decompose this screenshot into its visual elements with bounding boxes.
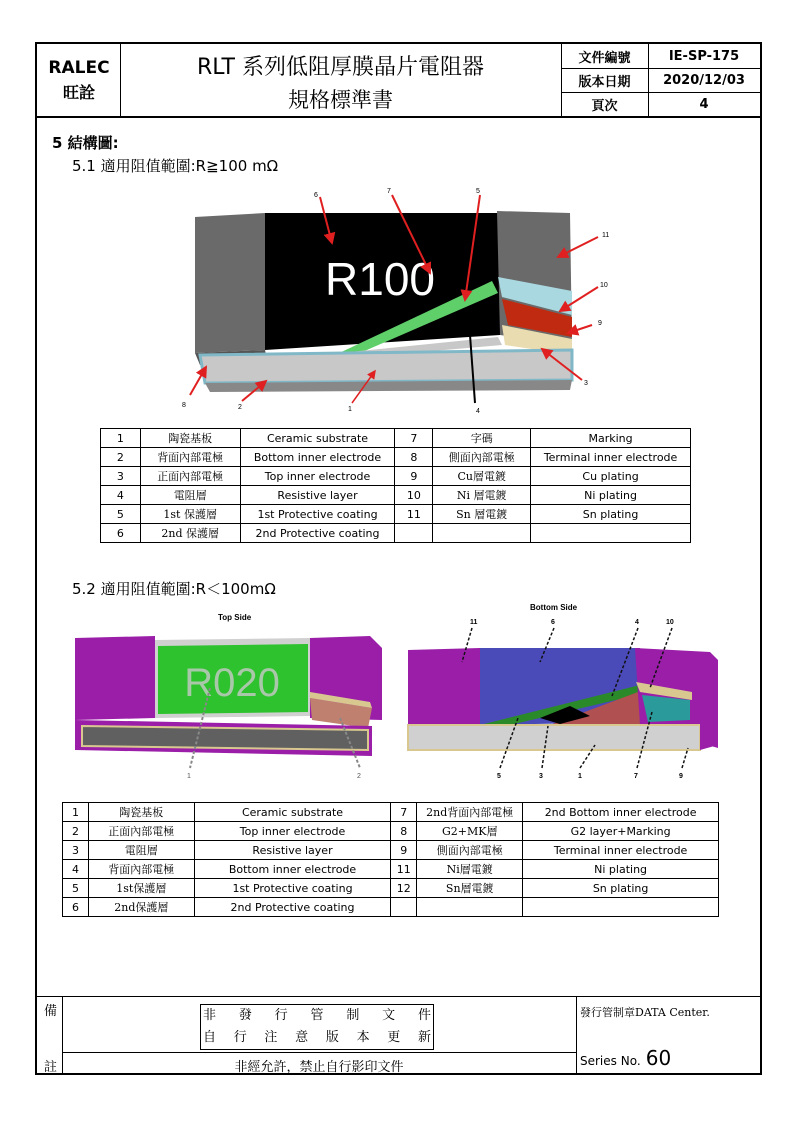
doc-no: IE-SP-175	[668, 48, 740, 64]
table-cell: 正面內部電極	[88, 822, 194, 841]
bottom-side-label: Bottom Side	[530, 603, 578, 612]
table-cell: Top inner electrode	[240, 467, 395, 486]
table-cell: 6	[101, 524, 141, 543]
document-subtitle: 規格標準書	[288, 88, 393, 112]
table-cell: 背面內部電極	[88, 860, 194, 879]
table-cell: 正面內部電極	[140, 467, 240, 486]
table-cell: 1st Protective coating	[240, 505, 395, 524]
table-row	[101, 486, 691, 505]
callout-7: 7	[387, 188, 391, 195]
table-cell: 側面內部電極	[433, 448, 531, 467]
version-date: 2020/12/03	[663, 72, 745, 88]
callout-4: 4	[635, 619, 639, 626]
callout-5: 5	[476, 188, 480, 195]
callout-9: 9	[679, 773, 683, 780]
table-cell: Terminal inner electrode	[523, 841, 719, 860]
table-cell: Ni plating	[523, 860, 719, 879]
header-bottom-rule	[37, 116, 760, 118]
table-cell: 10	[395, 486, 433, 505]
table-cell: 4	[101, 486, 141, 505]
remark-label-bottom: 註	[44, 1060, 58, 1075]
callout-2: 2	[357, 773, 361, 780]
callout-1: 1	[348, 406, 352, 413]
callout-1: 1	[187, 773, 191, 780]
page-number: 4	[699, 96, 709, 112]
callout-8: 8	[182, 402, 186, 409]
table-cell: Top inner electrode	[194, 822, 391, 841]
marking-text: R100	[325, 253, 435, 305]
table-cell: Cu plating	[531, 467, 691, 486]
table-cell: 側面內部電極	[417, 841, 523, 860]
table-cell: Resistive layer	[240, 486, 395, 505]
table-cell	[531, 524, 691, 543]
callout-10: 10	[600, 282, 608, 289]
table-cell: Sn 層電鍍	[433, 505, 531, 524]
table-cell: 電阻層	[140, 486, 240, 505]
issuer-stamp: 發行管制章DATA Center.	[580, 1006, 710, 1019]
table-cell	[433, 524, 531, 543]
callout-1: 1	[578, 773, 582, 780]
callout-6: 6	[314, 192, 318, 199]
section-title: 5 結構圖:	[52, 134, 119, 152]
company-name-zh: 旺詮	[62, 83, 95, 102]
table-cell: 背面內部電極	[140, 448, 240, 467]
table-row	[101, 448, 691, 467]
subsection-title-1: 5.1 適用阻值範圍:R≧100 mΩ	[72, 157, 279, 175]
table-cell: G2+MK層	[417, 822, 523, 841]
copy-notice: 非經允許，禁止自行影印文件	[234, 1060, 404, 1075]
table-cell: Marking	[531, 429, 691, 448]
table-cell: 2nd Protective coating	[240, 524, 395, 543]
table-cell: Bottom inner electrode	[240, 448, 395, 467]
callout-10: 10	[666, 619, 674, 626]
table-cell: 11	[391, 860, 417, 879]
page-label: 頁次	[591, 98, 618, 114]
table-row	[63, 879, 719, 898]
table-cell	[523, 898, 719, 917]
series-label: Series No.	[580, 1054, 641, 1068]
callout-2: 2	[238, 404, 242, 411]
callout-6: 6	[551, 619, 555, 626]
structure-diagram-1	[180, 185, 620, 415]
table-cell: 5	[101, 505, 141, 524]
table-row	[63, 841, 719, 860]
stamp-line-1: 非 發 行 管 制 文 件	[203, 1008, 431, 1023]
table-row	[101, 524, 691, 543]
table-cell: Bottom inner electrode	[194, 860, 391, 879]
table-cell: 電阻層	[88, 841, 194, 860]
table-cell: 5	[63, 879, 89, 898]
stamp-line-2: 自 行 注 意 版 本 更 新	[203, 1030, 431, 1045]
table-row	[63, 822, 719, 841]
table-cell: 2nd Bottom inner electrode	[523, 803, 719, 822]
remark-label-top: 備	[44, 1004, 58, 1019]
table-cell: G2 layer+Marking	[523, 822, 719, 841]
doc-no-label: 文件編號	[578, 50, 631, 66]
table-cell: 2	[63, 822, 89, 841]
table-row	[63, 860, 719, 879]
table-row	[101, 505, 691, 524]
series-number	[580, 1046, 671, 1070]
table-cell	[417, 898, 523, 917]
header-divider	[120, 44, 121, 116]
table-cell: 陶瓷基板	[140, 429, 240, 448]
table-cell: Ni plating	[531, 486, 691, 505]
table-cell: 9	[395, 467, 433, 486]
table-cell: 3	[63, 841, 89, 860]
table-cell	[391, 898, 417, 917]
callout-5: 5	[497, 773, 501, 780]
table-cell: 2nd 保護層	[140, 524, 240, 543]
table-cell: Ceramic substrate	[240, 429, 395, 448]
callout-4: 4	[476, 408, 480, 415]
table-cell: Sn層電鍍	[417, 879, 523, 898]
table-cell: 字碼	[433, 429, 531, 448]
table-cell: Resistive layer	[194, 841, 391, 860]
table-cell: 3	[101, 467, 141, 486]
table-row	[63, 898, 719, 917]
marking-text: R020	[184, 661, 280, 705]
table-cell: 2nd Protective coating	[194, 898, 391, 917]
table-cell: Ni層電鍍	[417, 860, 523, 879]
callout-7: 7	[634, 773, 638, 780]
callout-11: 11	[470, 619, 478, 626]
footer-divider	[62, 1052, 576, 1053]
table-cell: Ceramic substrate	[194, 803, 391, 822]
table-cell: Terminal inner electrode	[531, 448, 691, 467]
table-cell: 7	[391, 803, 417, 822]
series-value: 60	[645, 1046, 672, 1070]
table-cell: Sn plating	[523, 879, 719, 898]
table-cell: Cu層電鍍	[433, 467, 531, 486]
footer-top-rule	[37, 996, 760, 997]
top-side-label: Top Side	[218, 613, 252, 622]
table-cell: 8	[395, 448, 433, 467]
callout-9: 9	[598, 320, 602, 327]
table-cell: 1	[101, 429, 141, 448]
table-cell: 4	[63, 860, 89, 879]
table-cell	[395, 524, 433, 543]
table-row	[101, 467, 691, 486]
table-cell: 陶瓷基板	[88, 803, 194, 822]
table-cell: 7	[395, 429, 433, 448]
table-cell: 11	[395, 505, 433, 524]
table-cell: 12	[391, 879, 417, 898]
footer-divider	[576, 996, 577, 1073]
table-cell: 1st Protective coating	[194, 879, 391, 898]
table-cell: 2nd保護層	[88, 898, 194, 917]
table-cell: 8	[391, 822, 417, 841]
callout-11: 11	[602, 232, 610, 239]
table-cell: 1st保護層	[88, 879, 194, 898]
table-row	[63, 803, 719, 822]
table-cell: 1st 保護層	[140, 505, 240, 524]
structure-table-2	[62, 802, 719, 917]
structure-diagram-2-bottom	[400, 600, 720, 790]
structure-diagram-2-top	[70, 608, 390, 788]
table-cell: 1	[63, 803, 89, 822]
date-label: 版本日期	[578, 74, 631, 90]
table-cell: Ni 層電鍍	[433, 486, 531, 505]
callout-3: 3	[584, 380, 588, 387]
table-cell: 6	[63, 898, 89, 917]
table-cell: 9	[391, 841, 417, 860]
control-stamp	[200, 1004, 434, 1050]
document-title: RLT 系列低阻厚膜晶片電阻器	[197, 55, 484, 80]
table-row	[101, 429, 691, 448]
subsection-title-2: 5.2 適用阻值範圍:R＜100mΩ	[72, 580, 276, 598]
company-name-en: RALEC	[48, 58, 110, 78]
table-cell: 2nd背面內部電極	[417, 803, 523, 822]
table-cell: 2	[101, 448, 141, 467]
callout-3: 3	[539, 773, 543, 780]
structure-table-1	[100, 428, 691, 543]
table-cell: Sn plating	[531, 505, 691, 524]
